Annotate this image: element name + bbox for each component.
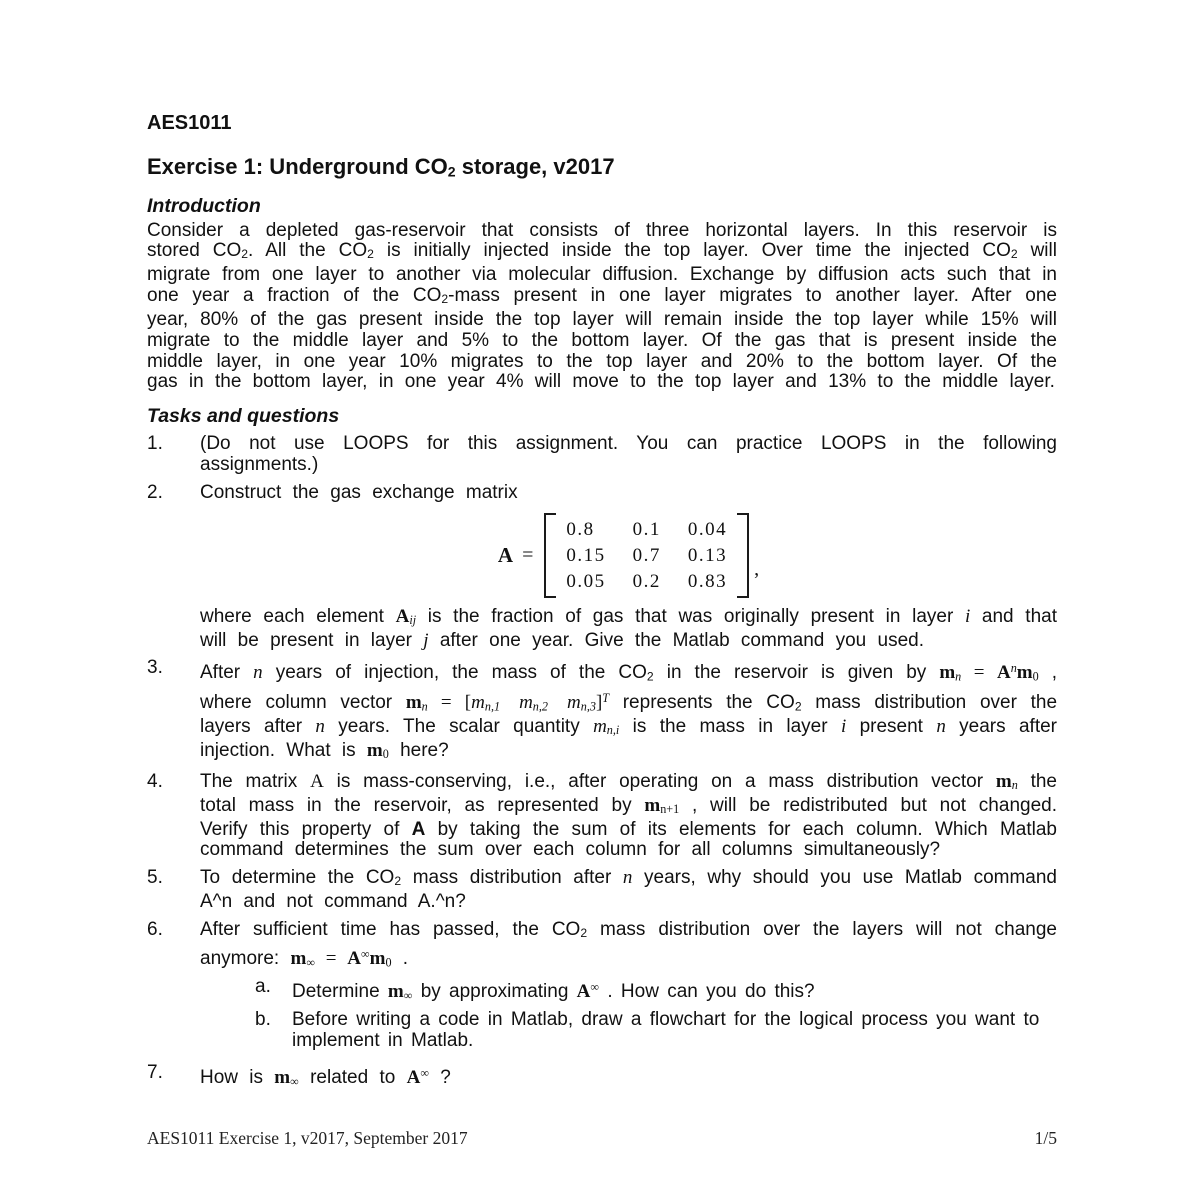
task-number: 5.: [147, 867, 163, 889]
task-item-2: [147, 483, 1057, 652]
task-number: 6.: [147, 918, 163, 940]
page-footer: [147, 1128, 1057, 1149]
footer-page-number: 1/5: [1034, 1128, 1057, 1148]
task-text: [200, 483, 1057, 652]
task-number: 7.: [147, 1061, 163, 1083]
task-number: 3.: [147, 657, 163, 679]
task-text-continuation: where each element Aij is the fraction of gas that was originally present in layer i and that will be present in layer j after one year. Give the Matlab command you used.: [200, 605, 1057, 651]
matrix-cell: 0.83: [687, 570, 728, 592]
subtask-letter: b.: [255, 1009, 271, 1030]
course-code: AES1011: [147, 112, 232, 134]
task-text: The matrix A is mass-conserving, i.e., after operating on a mass distribution vector mn the total mass in the reservoir, as represented by mn+1 , will be redistributed but not changed. Verify this property of A by taking the sum of its elements for each column. Which Matlab command determines the sum over each column for all columns simultaneously?: [200, 770, 1057, 861]
equals-sign: =: [522, 543, 534, 566]
matrix-cell: 0.15: [566, 544, 606, 566]
matrix-cell: 0.1: [632, 518, 661, 540]
task-text: To determine the CO2 mass distribution after n years, why should you use Matlab command A^n and not command A.^n?: [200, 867, 1057, 913]
task-item-4: [147, 772, 1057, 862]
section-heading-introduction: Introduction: [147, 194, 261, 217]
task-text-lead: Construct the gas exchange matrix: [200, 481, 518, 503]
matrix-cell: 0.2: [632, 570, 661, 592]
task-text: After n years of injection, the mass of the CO2 in the reservoir is given by mn = $A^nm0$ , where column vector mn = [mn,1 mn,2 mn,3]$^T$ represents the CO2 mass distribution over the layers after n years. The scalar quantity mn,i is the mass in layer i present n years after injection. What is m0 here?: [200, 661, 1058, 761]
matrix-bracket-left: [544, 513, 556, 598]
task-item-3: [147, 658, 1057, 764]
matrix-symbol: A: [497, 542, 514, 567]
document-page: [147, 112, 1057, 1099]
task-text: (Do not use LOOPS for this assignment. You can practice LOOPS in the following assignments.): [200, 433, 1057, 476]
subtask-item-a: [200, 977, 1057, 1006]
intro-paragraph: Consider a depleted gas-reservoir that consists of three horizontal layers. In this reservoir is stored CO2. All the CO2 is initially injected inside the top layer. Over time the injected CO2 will migrate from one layer to another via molecular diffusion. Exchange by diffusion acts such that in one year a fraction of the CO2-mass present in one layer migrates to another layer. After one year, 80% of the gas present inside the top layer will remain inside the top layer while 15% will migrate to the middle layer and 5% to the bottom layer. Of the gas that is present inside the middle layer, in one year 10% migrates to the top layer and 20% to the bottom layer. Of the gas in the bottom layer, in one year 4% will move to the top layer and 13% to the middle layer.: [147, 219, 1057, 393]
subtask-list: [200, 977, 1057, 1052]
footer-document-info: AES1011 Exercise 1, v2017, September 2017: [147, 1128, 468, 1148]
matrix: [544, 513, 749, 598]
task-number: 4.: [147, 770, 163, 792]
equation-comma: ,: [754, 557, 760, 580]
matrix-cell: 0.7: [632, 544, 661, 566]
task-item-6: [147, 920, 1057, 1056]
section-heading-tasks: Tasks and questions: [147, 405, 340, 428]
matrix-bracket-right: [737, 513, 749, 598]
task-number: 2.: [147, 481, 163, 503]
matrix-cell: 0.04: [687, 518, 728, 540]
task-text: How is m∞ related to A∞ ?: [200, 1065, 451, 1088]
subtask-text: Determine m∞ by approximating A∞ . How can you do this?: [292, 979, 815, 1003]
matrix-grid: [556, 513, 737, 598]
matrix-cell: 0.05: [566, 570, 606, 592]
subtask-text: Before writing a code in Matlab, draw a flowchart for the logical process you want to implement in Matlab.: [292, 1009, 1040, 1051]
task-list: [147, 434, 1057, 1091]
task-item-7: [147, 1063, 1057, 1092]
subtask-item-b: [200, 1010, 1057, 1052]
task-text-lead: After sufficient time has passed, the CO2 mass distribution over the layers will not change anymore: m∞ = A∞m0 .: [200, 918, 1057, 970]
task-number: 1.: [147, 433, 163, 455]
subtask-letter: a.: [255, 975, 271, 997]
matrix-cell: 0.13: [687, 544, 728, 566]
task-text: [200, 920, 1057, 1056]
matrix-cell: 0.8: [566, 518, 595, 540]
matrix-equation: [200, 513, 1057, 598]
task-item-1: [147, 434, 1057, 476]
task-item-5: [147, 868, 1057, 913]
exercise-title: Exercise 1: Underground CO2 storage, v2017: [147, 154, 615, 180]
